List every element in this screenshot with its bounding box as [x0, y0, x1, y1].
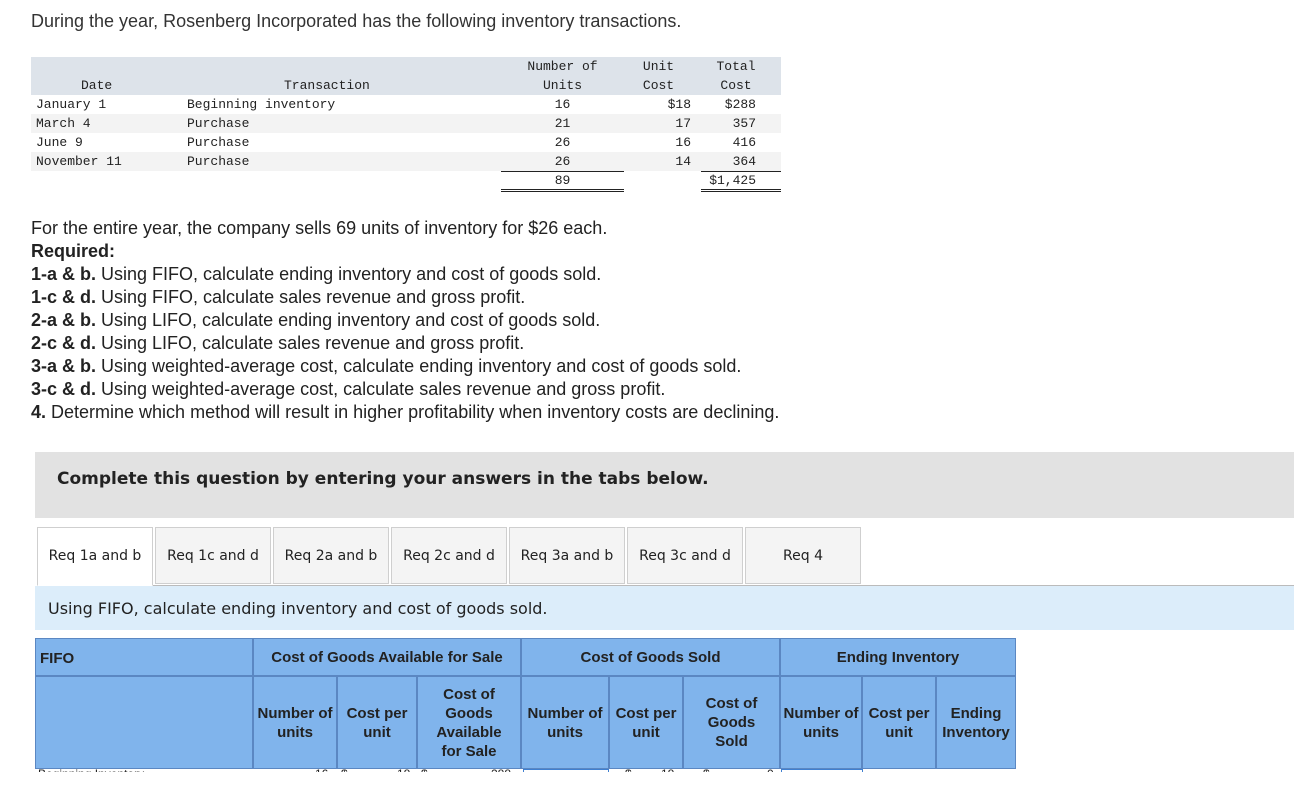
transactions-header	[31, 57, 781, 95]
avail-cost-header: Cost of Goods Available for Sale	[417, 676, 521, 769]
header-units-1: Number of	[527, 59, 598, 74]
cogs-cost-header: Cost of Goods Sold	[683, 676, 780, 769]
cell-transaction: Purchase	[187, 135, 250, 150]
cell-date: June 9	[36, 135, 83, 150]
end-cpu-header: Cost per unit	[862, 676, 936, 769]
total-units: 89	[554, 173, 571, 188]
header-units-2: Units	[542, 78, 582, 93]
cell-total-cost: 416	[732, 135, 756, 150]
sales-line: For the entire year, the company sells 69 units of inventory for $26 each.	[31, 218, 608, 238]
tab-req-1a-b[interactable]: Req 1a and b	[37, 527, 153, 586]
requirement-item: 4. Determine which method will result in higher profitability when inventory costs are declining.	[31, 402, 780, 422]
complete-banner	[35, 452, 1294, 518]
requirement-item: 1-a & b. Using FIFO, calculate ending inventory and cost of goods sold.	[31, 264, 602, 284]
avail-cpu-header: Cost per unit	[337, 676, 417, 769]
total-cost: $1,425	[709, 173, 756, 188]
cell-unit-cost: $18	[667, 97, 691, 112]
header-date: Date	[81, 78, 113, 93]
cell-unit-cost: 14	[675, 154, 691, 169]
cogs-units-header: Number of units	[521, 676, 609, 769]
cell-total-cost: 357	[732, 116, 756, 131]
cogs-cpu-header: Cost per unit	[609, 676, 683, 769]
group-cogs: Cost of Goods Sold	[521, 638, 780, 676]
cell-units: 26	[554, 154, 571, 169]
tab-req-3a-b[interactable]: Req 3a and b	[509, 527, 625, 584]
table-row	[31, 133, 781, 152]
tab-req-4[interactable]: Req 4	[745, 527, 861, 584]
tab-req-3c-d[interactable]: Req 3c and d	[627, 527, 743, 584]
tab-req-1c-d[interactable]: Req 1c and d	[155, 527, 271, 584]
table-row	[31, 95, 781, 114]
group-ending: Ending Inventory	[780, 638, 1016, 676]
header-unit-cost-1: Unit	[642, 59, 675, 74]
complete-banner-text: Complete this question by entering your answers in the tabs below.	[57, 469, 709, 489]
header-transaction: Transaction	[284, 78, 370, 93]
cell-units: 26	[554, 135, 571, 150]
requirement-item: 3-c & d. Using weighted-average cost, calculate sales revenue and gross profit.	[31, 379, 666, 399]
requirement-item: 1-c & d. Using FIFO, calculate sales revenue and gross profit.	[31, 287, 526, 307]
cell-date: March 4	[36, 116, 91, 131]
instruction-text: Using FIFO, calculate ending inventory and cost of goods sold.	[48, 599, 548, 618]
cell-date: November 11	[36, 154, 122, 169]
end-inv-header: Ending Inventory	[936, 676, 1016, 769]
intro-text: During the year, Rosenberg Incorporated has the following inventory transactions.	[31, 11, 682, 31]
cell-transaction: Purchase	[187, 116, 250, 131]
method-label: FIFO	[35, 638, 253, 676]
viewport-cutoff	[0, 772, 1315, 793]
cell-units: 16	[554, 97, 571, 112]
cell-transaction: Beginning inventory	[187, 97, 336, 112]
header-total-cost-2: Cost	[720, 78, 752, 93]
cell-units: 21	[554, 116, 571, 131]
header-total-cost-1: Total	[716, 59, 756, 74]
tab-req-2a-b[interactable]: Req 2a and b	[273, 527, 389, 584]
totals-row	[31, 171, 781, 192]
header-unit-cost-2: Cost	[642, 78, 675, 93]
avail-units-header: Number of units	[253, 676, 337, 769]
cell-unit-cost: 16	[675, 135, 691, 150]
transactions-table	[31, 57, 781, 192]
cell-total-cost: 364	[732, 154, 756, 169]
requirement-tabs	[37, 527, 1294, 586]
table-row	[31, 114, 781, 133]
group-available: Cost of Goods Available for Sale	[253, 638, 521, 676]
table-row	[31, 152, 781, 171]
method-spacer	[35, 676, 253, 769]
required-label: Required:	[31, 241, 116, 261]
end-units-header: Number of units	[780, 676, 862, 769]
problem-description	[31, 217, 779, 424]
cell-date: January 1	[36, 97, 107, 112]
cell-total-cost: $288	[724, 97, 756, 112]
requirement-item: 2-a & b. Using LIFO, calculate ending inventory and cost of goods sold.	[31, 310, 601, 330]
cell-transaction: Purchase	[187, 154, 250, 169]
instruction-bar	[35, 586, 1294, 630]
tab-req-2c-d[interactable]: Req 2c and d	[391, 527, 507, 584]
cell-unit-cost: 17	[675, 116, 691, 131]
requirement-item: 2-c & d. Using LIFO, calculate sales revenue and gross profit.	[31, 333, 525, 353]
requirement-item: 3-a & b. Using weighted-average cost, calculate ending inventory and cost of goods sold.	[31, 356, 742, 376]
